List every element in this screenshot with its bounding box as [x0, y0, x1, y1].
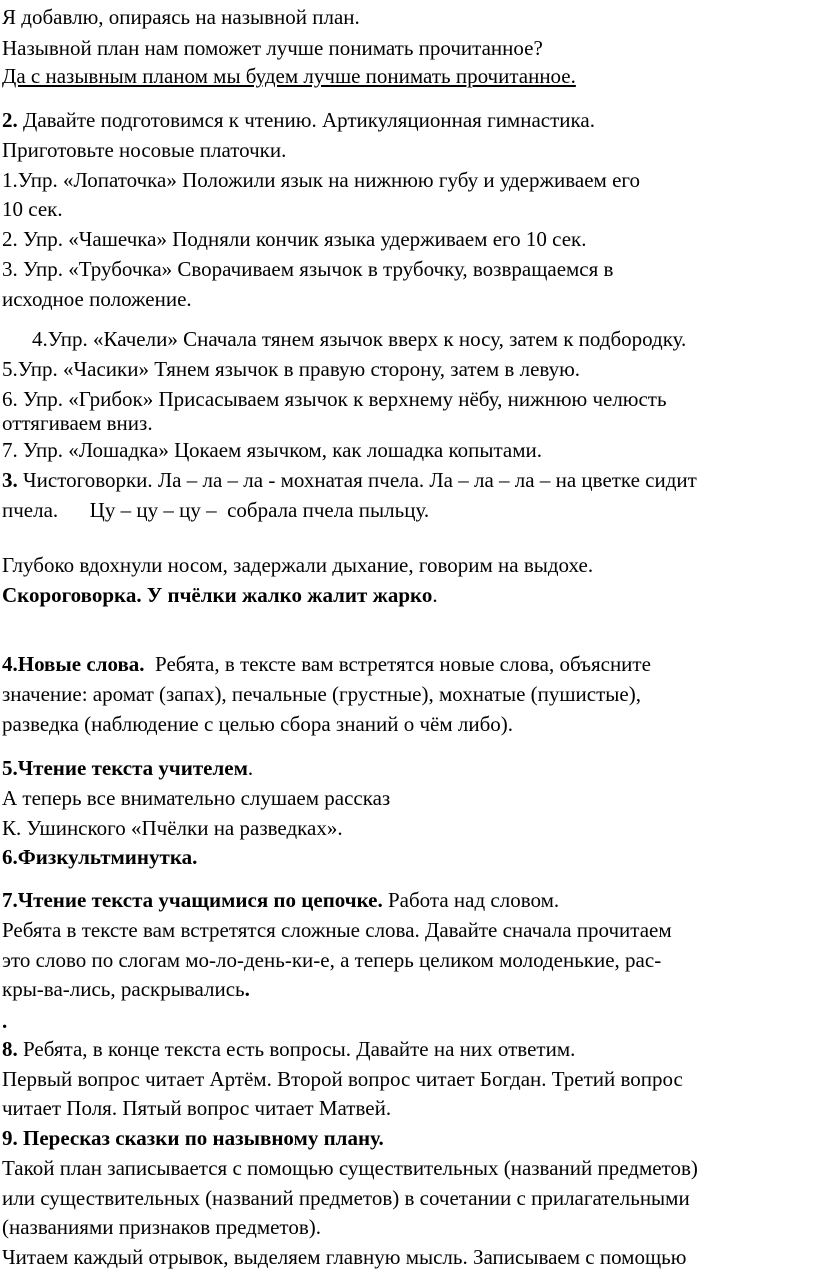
text-span: .: [247, 756, 254, 780]
section-9-heading: [2, 1125, 384, 1151]
text-line: [2, 1244, 686, 1270]
section-7-heading: [2, 887, 559, 913]
section-5-heading: [2, 755, 253, 781]
text-span: Давайте подготовимся к чтению. Артикуляционная гимнастика.: [17, 108, 595, 132]
text-line: [2, 552, 593, 578]
text-line: [2, 947, 661, 973]
text-span: или существительных (названий предметов) в сочетании с прилагательными: [2, 1186, 690, 1210]
text-span: .: [432, 583, 438, 607]
text-line: [2, 1214, 321, 1240]
text-line: [2, 1155, 698, 1181]
bold-text: .: [2, 1009, 8, 1033]
text-line: [2, 356, 580, 382]
text-span: Читаем каждый отрывок, выделяем главную мысль. Записываем с помощью: [2, 1245, 687, 1269]
text-line: [2, 386, 667, 412]
text-span: Первый вопрос читает Артём. Второй вопрос читает Богдан. Третий вопрос: [2, 1067, 683, 1091]
text-span: кры-ва-лись, раскрывались: [2, 977, 245, 1001]
text-line: [2, 681, 641, 707]
tongue-twister: [2, 582, 438, 608]
bold-text: 7.Чтение текста учащимися по цепочке.: [2, 888, 383, 912]
text-span: 3. Упр. «Трубочка» Сворачиваем язычок в трубочку, возвращаемся в: [2, 257, 614, 281]
section-3-line: [2, 467, 697, 493]
text-line: [2, 256, 613, 282]
bold-text: 5.Чтение текста учителем: [2, 756, 248, 780]
text-line: [2, 137, 286, 163]
text-span: Работа над словом.: [382, 888, 560, 912]
text-span: Назывной план нам поможет лучше понимать прочитанное?: [2, 36, 543, 60]
text-span: А теперь все внимательно слушаем рассказ: [2, 786, 391, 810]
text-line: [2, 410, 153, 436]
text-span: Ребята, в конце текста есть вопросы. Давайте на них ответим.: [17, 1037, 576, 1061]
text-line: [2, 1095, 391, 1121]
text-line: [2, 35, 543, 61]
text-span: 4.Упр. «Качели» Сначала тянем язычок вверх к носу, затем к подбородку.: [32, 327, 687, 351]
text-line: [2, 1008, 7, 1034]
text-span: 10 сек.: [2, 197, 63, 221]
text-span: 1.Упр. «Лопаточка» Положили язык на нижнюю губу и удерживаем его: [2, 168, 640, 192]
bold-text: Скороговорка. У пчёлки жалко жалит жарко: [2, 583, 433, 607]
text-span: читает Поля. Пятый вопрос читает Матвей.: [2, 1096, 392, 1120]
text-line: [2, 437, 542, 463]
text-span: (названиями признаков предметов).: [2, 1215, 321, 1239]
bold-text: 6.Физкультминутка.: [2, 845, 198, 869]
section-4-heading: [2, 651, 651, 677]
text-span: Приготовьте носовые платочки.: [2, 138, 287, 162]
text-span: Такой план записывается с помощью существительных (названий предметов): [2, 1156, 698, 1180]
bold-text: 9. Пересказ сказки по назывному плану.: [2, 1126, 384, 1150]
text-span: 2. Упр. «Чашечка» Подняли кончик языка удерживаем его 10 сек.: [2, 227, 587, 251]
section-6-heading: [2, 844, 197, 870]
text-span: пчела. Цу – цу – цу – собрала пчела пыльцу.: [2, 498, 430, 522]
section-8-line: [2, 1036, 575, 1062]
text-line: [2, 226, 586, 252]
text-span: Чистоговорки. Ла – ла – ла - мохнатая пчела. Ла – ла – ла – на цветке сидит: [17, 468, 697, 492]
text-line: [2, 785, 390, 811]
text-span: Ребята в тексте вам встретятся сложные слова. Давайте сначала прочитаем: [2, 918, 672, 942]
text-span: К. Ушинского «Пчёлки на разведках».: [2, 816, 343, 840]
text-line: [32, 326, 686, 352]
text-span: разведка (наблюдение с целью сбора знаний о чём либо).: [2, 712, 514, 736]
underlined-line: [2, 63, 576, 89]
text-line: [2, 167, 640, 193]
text-line: [2, 917, 672, 943]
section-2-heading: [2, 107, 595, 133]
text-line: [2, 1066, 683, 1092]
text-span: 5.Упр. «Часики» Тянем язычок в правую сторону, затем в левую.: [2, 357, 581, 381]
text-span: Глубоко вдохнули носом, задержали дыхание, говорим на выдохе.: [2, 553, 594, 577]
text-line: [2, 4, 360, 30]
section-number: 3.: [2, 468, 18, 492]
text-span: значение: аромат (запах), печальные (грустные), мохнатые (пушистые),: [2, 682, 641, 706]
text-span: 7. Упр. «Лошадка» Цокаем язычком, как лошадка копытами.: [2, 438, 543, 462]
text-line: [2, 711, 513, 737]
text-span: исходное положение.: [2, 287, 192, 311]
section-number: 8.: [2, 1037, 18, 1061]
text-span: это слово по слогам мо-ло-день-ки-е, а теперь целиком молоденькие, рас-: [2, 948, 662, 972]
text-span: Да с назывным планом мы будем лучше понимать прочитанное.: [2, 64, 576, 88]
text-line: [2, 196, 63, 222]
text-span: Ребята, в тексте вам встретятся новые слова, объясните: [144, 652, 651, 676]
text-span: 6. Упр. «Грибок» Присасываем язычок к верхнему нёбу, нижнюю челюсть: [2, 387, 667, 411]
text-line: [2, 497, 429, 523]
text-line: [2, 286, 192, 312]
text-span: оттягиваем вниз.: [2, 411, 153, 435]
text-line: [2, 815, 343, 841]
bold-text: 4.Новые слова.: [2, 652, 145, 676]
text-line: [2, 976, 250, 1002]
text-span: Я добавлю, опираясь на назывной план.: [2, 5, 360, 29]
section-number: 2.: [2, 108, 18, 132]
bold-text: .: [244, 977, 250, 1001]
text-line: [2, 1185, 690, 1211]
